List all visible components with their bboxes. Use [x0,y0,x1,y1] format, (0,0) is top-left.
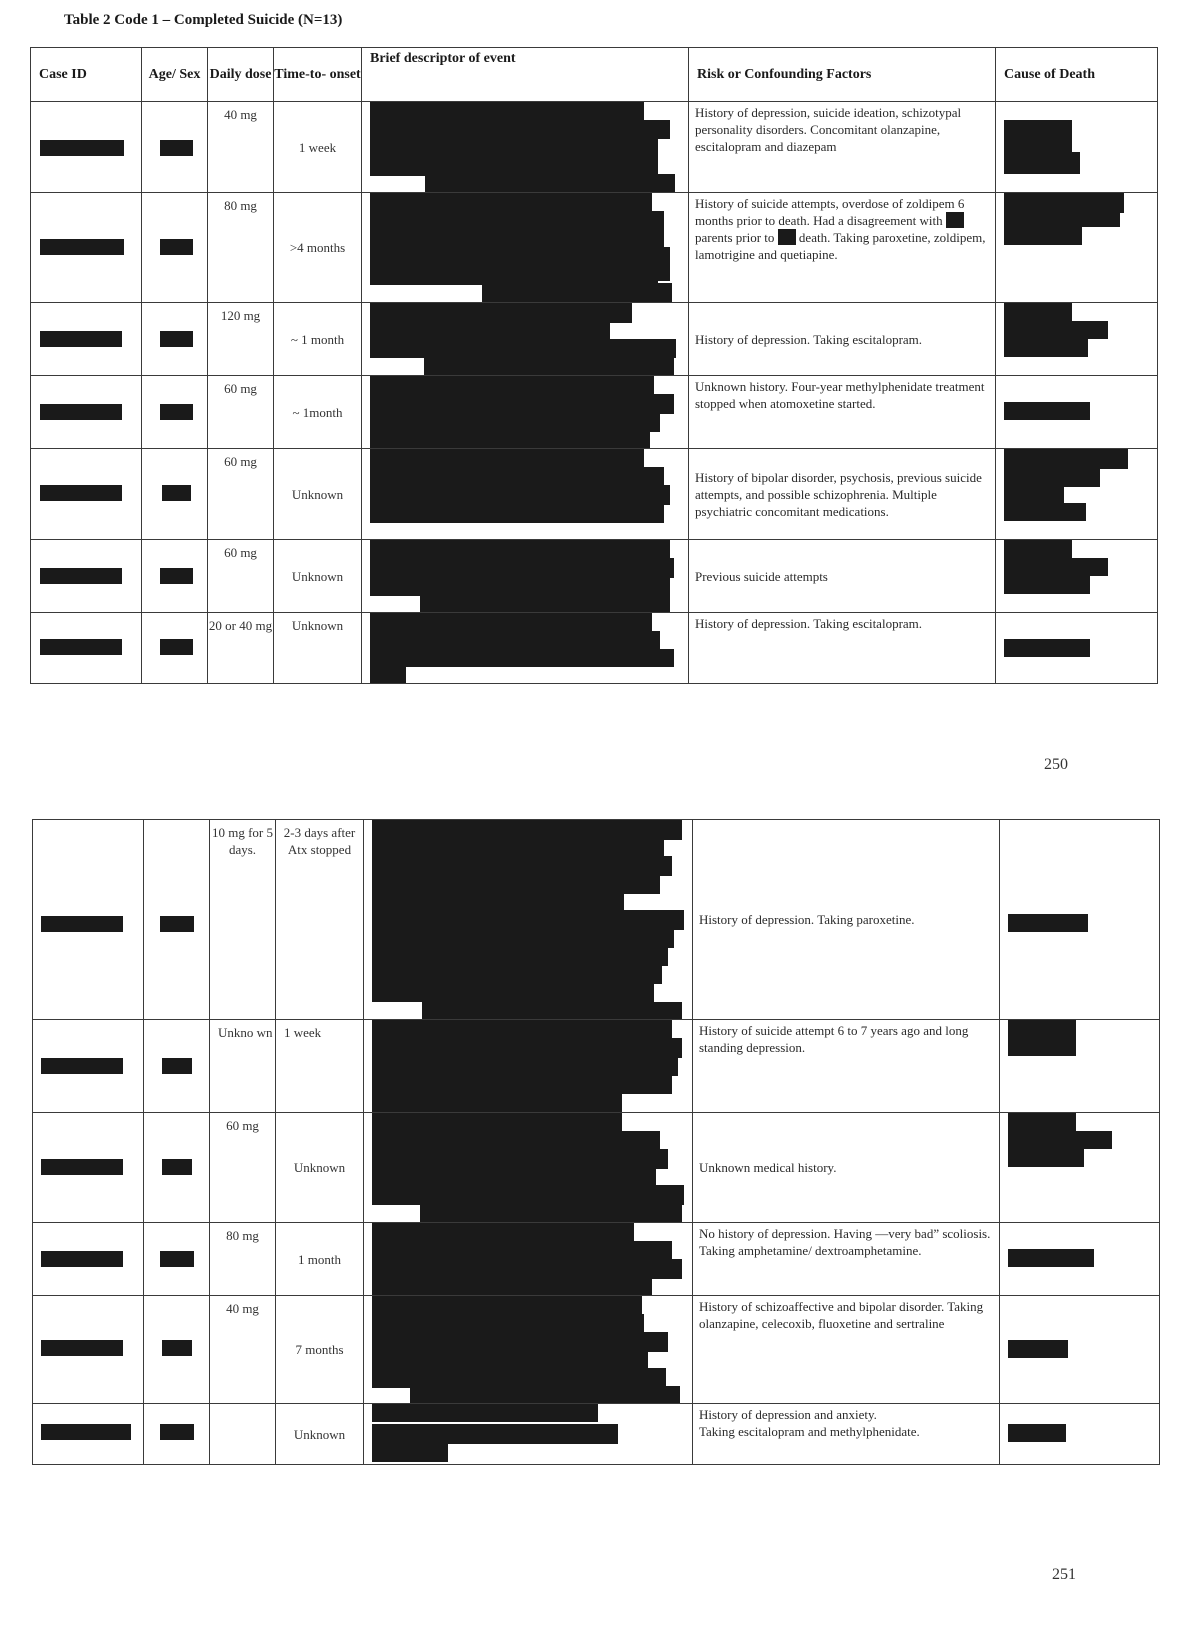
redaction-block [422,1002,682,1020]
redaction-block [420,594,670,613]
redaction-block [372,1074,672,1094]
redaction-block [370,102,644,122]
onset-cell: >4 months [274,193,362,303]
risk-cell: Previous suicide attempts [689,540,996,613]
redaction-block [372,1038,682,1058]
redaction-block [372,964,662,984]
age-sex-cell [144,1113,210,1223]
redaction-bar [162,1340,192,1356]
redaction-block [372,910,684,930]
cause-cell [996,102,1158,193]
risk-cell: History of suicide attempt 6 to 7 years ago and long standing depression. [693,1020,1000,1113]
redaction-block [372,1092,622,1113]
descriptor-cell-redacted [362,540,689,613]
redaction-block [372,928,674,948]
redaction-block [372,1131,660,1151]
redaction-block [370,138,658,176]
redaction-block [370,540,670,560]
redaction-bar [160,568,193,584]
redaction-block [1008,1424,1066,1442]
suicide-table-page-251 [32,819,1160,1465]
onset-cell: Unknown [276,1113,364,1223]
header-descriptor: Brief descriptor of event [362,48,689,102]
redaction-block [372,874,660,894]
redaction-block [372,838,664,858]
redaction-block [1004,574,1090,594]
redaction-block [370,665,406,684]
age-sex-cell [144,1404,210,1465]
header-row [31,48,1158,102]
cause-cell [996,540,1158,613]
table-row [31,102,1158,193]
risk-text: parents prior to [695,230,775,245]
descriptor-cell-redacted [364,1223,693,1296]
redaction-block [370,321,610,341]
risk-cell: History of schizoaffective and bipolar disorder. Taking olanzapine, celecoxib, fluoxetine and sertraline [693,1296,1000,1404]
descriptor-cell-redacted [362,449,689,540]
redaction-bar [40,404,122,420]
age-sex-cell [142,540,208,613]
redaction-block [370,467,664,487]
risk-cell: History of depression, suicide ideation, schizotypal personality disorders. Concomitant olanzapine, escitalopram and diazepam [689,102,996,193]
redaction-block [372,982,654,1002]
risk-cell: History of depression. Taking escitalopram. [689,613,996,684]
onset-cell: Unknown [274,449,362,540]
dose-cell: 60 mg [208,540,274,613]
descriptor-cell-redacted [362,102,689,193]
redaction-block [372,892,624,912]
case-id-cell [33,820,144,1020]
redaction-block [372,1368,666,1388]
redaction-block [372,1056,678,1076]
redaction-bar [40,639,122,655]
redaction-bar [160,1424,194,1440]
case-id-cell [31,540,142,613]
dose-cell [210,1404,276,1465]
age-sex-cell [142,613,208,684]
onset-cell: Unknown [276,1404,364,1465]
redaction-block [370,339,676,358]
page-number: 251 [1052,1566,1076,1583]
cause-cell [996,613,1158,684]
risk-cell: Unknown history. Four-year methylphenidate treatment stopped when atomoxetine started. [689,376,996,449]
descriptor-cell-redacted [364,820,693,1020]
table-row [31,376,1158,449]
redaction-block [1008,1113,1076,1133]
onset-cell: Unknown [274,540,362,613]
redaction-block [372,1020,672,1040]
descriptor-cell-redacted [364,1020,693,1113]
redaction-block [370,303,632,323]
redaction-block [420,1203,682,1223]
redaction-block [1004,120,1072,156]
cause-cell [1000,1113,1160,1223]
redaction-bar [162,1159,192,1175]
age-sex-cell [144,1020,210,1113]
table-row [31,613,1158,684]
redaction-block [425,174,675,193]
redaction-block [372,1167,656,1187]
onset-cell: 1 month [276,1223,364,1296]
descriptor-cell-redacted [362,193,689,303]
case-id-cell [33,1113,144,1223]
case-id-cell [31,193,142,303]
redaction-block [370,449,644,469]
dose-cell: 60 mg [210,1113,276,1223]
redaction-block [370,649,674,667]
redaction-block [372,856,672,876]
table-row [33,1404,1160,1465]
cause-cell [1000,1296,1160,1404]
redaction-bar [160,404,193,420]
cause-cell [1000,1223,1160,1296]
redaction-block [372,1424,618,1444]
age-sex-cell [142,449,208,540]
header-cause: Cause of Death [996,48,1158,102]
age-sex-cell [142,193,208,303]
redaction-block [1004,225,1082,245]
redaction-block [370,485,670,505]
dose-cell: 40 mg [208,102,274,193]
header-risk: Risk or Confounding Factors [689,48,996,102]
age-sex-cell [142,303,208,376]
redaction-bar [40,239,124,255]
redaction-bar [40,140,124,156]
redaction-bar [40,331,122,347]
redaction-bar [160,1251,194,1267]
table-row [31,303,1158,376]
cause-cell [996,303,1158,376]
redaction-block [372,1185,684,1205]
case-id-cell [33,1404,144,1465]
cause-cell [996,449,1158,540]
descriptor-cell-redacted [362,303,689,376]
descriptor-cell-redacted [362,376,689,449]
redaction-block [1004,485,1064,505]
redaction-block [1004,503,1086,521]
table-row [31,449,1158,540]
onset-cell: ~ 1 month [274,303,362,376]
header-daily-dose: Daily dose [208,48,274,102]
redaction-block [372,1350,648,1370]
case-id-cell [31,613,142,684]
redaction-block [1004,402,1090,420]
descriptor-cell-redacted [364,1113,693,1223]
descriptor-cell-redacted [364,1296,693,1404]
redaction-block [1008,1020,1076,1056]
redaction-block [1008,1147,1084,1167]
redaction-block [370,211,664,249]
table-row [33,1223,1160,1296]
redaction-block [372,946,668,966]
redaction-bar [160,239,193,255]
redaction-block [370,576,670,596]
redaction-block [1008,914,1088,932]
redaction-bar [41,1251,123,1267]
table-row [33,1296,1160,1404]
header-time-to-onset: Time-to- onset [274,48,362,102]
age-sex-cell [144,1296,210,1404]
redaction-bar [41,1058,123,1074]
redaction-block [372,1277,652,1296]
dose-cell: Unkno wn [210,1020,276,1113]
redaction-bar [160,331,193,347]
redaction-block [1008,1249,1094,1267]
redaction-block [372,820,682,840]
redaction-block [424,357,674,376]
cause-cell [1000,820,1160,1020]
dose-cell: 60 mg [208,449,274,540]
age-sex-cell [142,102,208,193]
cause-cell [1000,1020,1160,1113]
age-sex-cell [142,376,208,449]
redaction-block [372,1442,448,1462]
risk-cell: Unknown medical history. [693,1113,1000,1223]
table-row [33,1113,1160,1223]
case-id-cell [31,303,142,376]
risk-text: History of depression and anxiety. [699,1407,877,1422]
redaction-block [372,1259,682,1279]
redaction-bar [162,1058,192,1074]
onset-cell: 1 week [274,102,362,193]
redaction-block [370,120,670,139]
redaction-block [1004,540,1072,560]
descriptor-cell-redacted [362,613,689,684]
dose-cell: 80 mg [210,1223,276,1296]
cause-cell [1000,1404,1160,1465]
header-case-id: Case ID [31,48,142,102]
table-row [31,193,1158,303]
redaction-block [1004,193,1124,213]
redaction-block [370,430,650,449]
redaction-bar [41,1424,131,1440]
redaction-block [370,631,660,651]
redaction-bar [162,485,191,501]
dose-cell: 80 mg [208,193,274,303]
cause-cell [996,193,1158,303]
redaction-bar [41,916,123,932]
redaction-block [370,558,674,578]
age-sex-cell [144,1223,210,1296]
onset-cell: 1 week [276,1020,364,1113]
redaction-block [370,193,652,213]
risk-cell: History of depression. Taking escitalopram. [689,303,996,376]
redaction-block [410,1386,680,1404]
redaction-block [372,1296,642,1316]
onset-cell: Unknown [274,613,362,684]
descriptor-cell-redacted [364,1404,693,1465]
redaction-block [370,376,654,396]
risk-text: No history of depression. Having —very bad” scoliosis. [699,1226,991,1241]
case-id-cell [33,1223,144,1296]
redaction-block [372,1223,634,1243]
redaction-block [370,394,674,414]
redaction-block [370,412,660,432]
inline-redaction [946,212,964,228]
redaction-bar [40,568,122,584]
risk-cell [693,1404,1000,1465]
header-age-sex: Age/ Sex [142,48,208,102]
redaction-bar [160,639,193,655]
redaction-block [370,613,652,633]
onset-cell: ~ 1month [274,376,362,449]
redaction-block [370,503,664,523]
risk-cell [689,193,996,303]
redaction-bar [160,916,194,932]
redaction-block [1004,467,1100,487]
case-id-cell [31,102,142,193]
page-number: 250 [1044,756,1068,773]
redaction-block [372,1404,598,1422]
redaction-block [1004,303,1072,323]
dose-cell: 20 or 40 mg [208,613,274,684]
case-id-cell [33,1296,144,1404]
redaction-block [1004,639,1090,657]
case-id-cell [31,449,142,540]
table-row [33,1020,1160,1113]
dose-cell: 120 mg [208,303,274,376]
risk-text: Taking amphetamine/ dextroamphetamine. [699,1243,922,1258]
redaction-bar [41,1340,123,1356]
onset-cell: 2-3 days after Atx stopped [276,820,364,1020]
risk-cell: History of depression. Taking paroxetine. [693,820,1000,1020]
redaction-block [372,1113,622,1133]
case-id-cell [33,1020,144,1113]
redaction-block [372,1241,672,1261]
risk-text: death. Taking paroxetine, zoldipem, lamotrigine and quetiapine. [695,230,986,262]
risk-text: Taking escitalopram and methylphenidate. [699,1424,920,1439]
risk-cell: History of bipolar disorder, psychosis, previous suicide attempts, and possible schizophrenia. Multiple psychiatric concomitant medications. [689,449,996,540]
redaction-block [1004,152,1080,174]
redaction-block [372,1149,668,1169]
redaction-bar [160,140,193,156]
table-caption: Table 2 Code 1 – Completed Suicide (N=13) [64,12,343,28]
redaction-block [482,283,672,303]
inline-redaction [778,229,796,245]
table-row [31,540,1158,613]
redaction-block [1004,449,1128,469]
redaction-bar [40,485,122,501]
risk-cell [693,1223,1000,1296]
cause-cell [996,376,1158,449]
onset-cell: 7 months [276,1296,364,1404]
dose-cell: 60 mg [208,376,274,449]
redaction-block [372,1314,644,1334]
table-row [33,820,1160,1020]
redaction-block [1004,337,1088,357]
redaction-block [372,1332,668,1352]
redaction-bar [41,1159,123,1175]
age-sex-cell [144,820,210,1020]
redaction-block [370,247,670,281]
risk-text: History of suicide attempts, overdose of zoldipem 6 months prior to death. Had a disagreement with [695,196,965,228]
dose-cell: 10 mg for 5 days. [210,820,276,1020]
suicide-table-page-250 [30,47,1158,684]
case-id-cell [31,376,142,449]
dose-cell: 40 mg [210,1296,276,1404]
redaction-block [1008,1340,1068,1358]
